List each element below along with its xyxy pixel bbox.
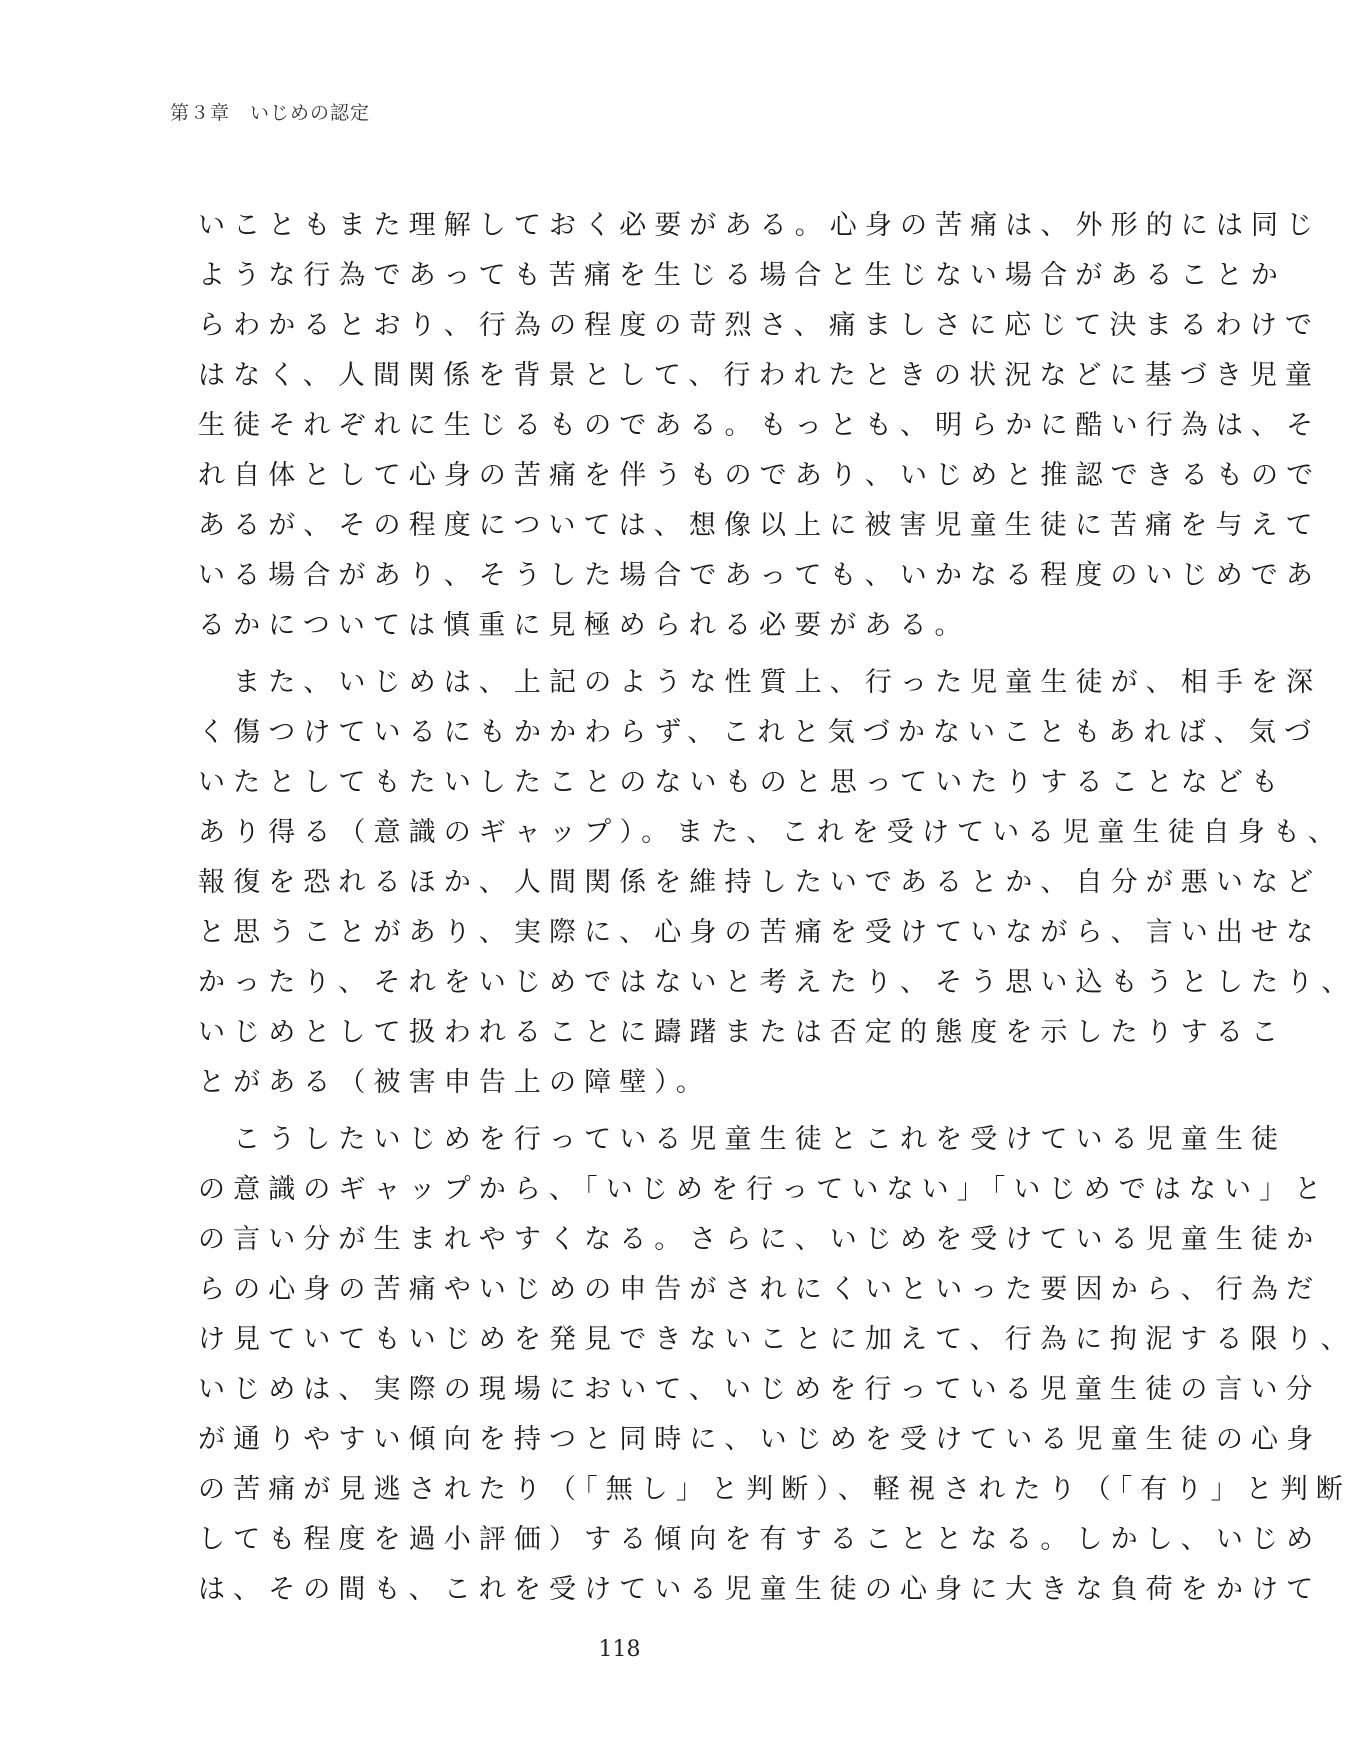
body-line: く傷つけているにもかかわらず、これと気づかないこともあれば、気づ xyxy=(198,717,1320,748)
body-line: とがある（被害申告上の障壁）。 xyxy=(198,1067,711,1098)
body-line: け見ていてもいじめを発見できないことに加えて、行為に拘泥する限り、 xyxy=(198,1324,1356,1355)
body-line: あるが、その程度については、想像以上に被害児童生徒に苦痛を与えて xyxy=(198,510,1321,541)
body-line: いじめは、実際の現場において、いじめを行っている児童生徒の言い分 xyxy=(198,1374,1321,1405)
body-line: かったり、それをいじめではないと考えたり、そう思い込もうとしたり、 xyxy=(198,967,1356,998)
body-line: いたとしてもたいしたことのないものと思っていたりすることなども xyxy=(198,767,1287,798)
chapter-header: 第３章 いじめの認定 xyxy=(170,102,371,124)
body-line: 生徒それぞれに生じるものである。もっとも、明らかに酷い行為は、そ xyxy=(198,410,1322,441)
body-line: れ自体として心身の苦痛を伴うものであり、いじめと推認できるもので xyxy=(198,460,1322,491)
body-line: こうしたいじめを行っている児童生徒とこれを受けている児童生徒 xyxy=(198,1124,1287,1155)
body-line: いじめとして扱われることに躊躇または否定的態度を示したりするこ xyxy=(198,1017,1287,1048)
body-line: 報復を恐れるほか、人間関係を維持したいであるとか、自分が悪いなど xyxy=(198,867,1322,898)
body-line: の言い分が生まれやすくなる。さらに、いじめを受けている児童生徒か xyxy=(198,1224,1322,1255)
body-line: また、いじめは、上記のような性質上、行った児童生徒が、相手を深 xyxy=(198,667,1322,698)
body-line: ような行為であっても苦痛を生じる場合と生じない場合があることか xyxy=(198,260,1286,291)
body-line: るかについては慎重に見極められる必要がある。 xyxy=(198,610,970,641)
body-line: が通りやすい傾向を持つと同時に、いじめを受けている児童生徒の心身 xyxy=(198,1424,1322,1455)
body-line: あり得る（意識のギャップ）。また、これを受けている児童生徒自身も、 xyxy=(198,817,1344,848)
body-line: いこともまた理解しておく必要がある。心身の苦痛は、外形的には同じ xyxy=(198,210,1322,241)
body-line: は、その間も、これを受けている児童生徒の心身に大きな負荷をかけて xyxy=(198,1574,1322,1605)
body-line: と思うことがあり、実際に、心身の苦痛を受けていながら、言い出せな xyxy=(198,917,1322,948)
body-line: らの心身の苦痛やいじめの申告がされにくいといった要因から、行為だ xyxy=(198,1274,1322,1305)
body-line: いる場合があり、そうした場合であっても、いかなる程度のいじめであ xyxy=(198,560,1321,591)
body-line: しても程度を過小評価）する傾向を有することとなる。しかし、いじめ xyxy=(198,1524,1322,1555)
body-line: の苦痛が見逃されたり（「無し」と判断）、軽視されたり（「有り」と判断 xyxy=(198,1474,1351,1505)
page-number: 118 xyxy=(598,1637,641,1662)
body-line: の意識のギャップから、「いじめを行っていない」「いじめではない」と xyxy=(198,1174,1330,1205)
body-line: らわかるとおり、行為の程度の苛烈さ、痛ましさに応じて決まるわけで xyxy=(198,310,1321,341)
body-line: はなく、人間関係を背景として、行われたときの状況などに基づき児童 xyxy=(198,360,1321,391)
